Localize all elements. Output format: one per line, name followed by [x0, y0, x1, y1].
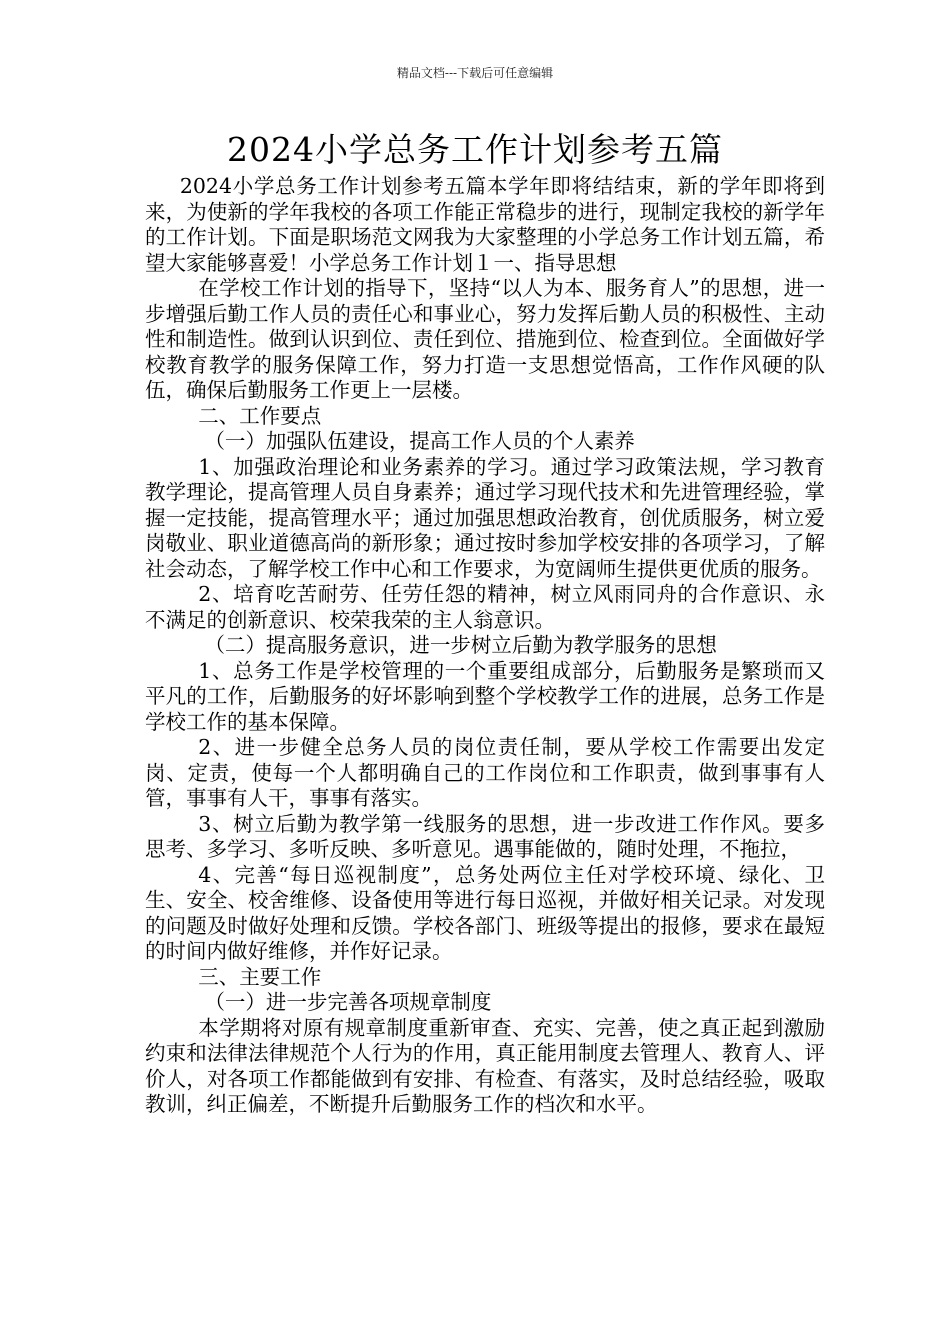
- subsection-heading-team-building: （一）加强队伍建设，提高工作人员的个人素养: [204, 429, 635, 453]
- subsection-heading-rules: （一）进一步完善各项规章制度: [204, 990, 492, 1014]
- paragraph-item: 2、培育吃苦耐劳、任劳任怨的精神，树立风雨同舟的合作意识、永不满足的创新意识、校荣我荣的主人翁意识。: [145, 582, 825, 632]
- paragraph-item: 1、总务工作是学校管理的一个重要组成部分，后勤服务是繁琐而又平凡的工作，后勤服务的好坏影响到整个学校教学工作的进展，总务工作是学校工作的基本保障。: [145, 658, 825, 734]
- document-body: [145, 174, 825, 1118]
- document-title: 2024小学总务工作计划参考五篇: [227, 130, 723, 169]
- paragraph-item: 1、加强政治理论和业务素养的学习。通过学习政策法规，学习教育教学理论，提高管理人员自身素养；通过学习现代技术和先进管理经验，掌握一定技能，提高管理水平；通过加强思想政治教育，创优质服务，树立爱岗敬业、职业道德高尚的新形象；通过按时参加学校安排的各项学习，了解社会动态，了解学校工作中心和工作要求，为宽阔师生提供更优质的服务。: [145, 454, 825, 581]
- paragraph-intro: 2024小学总务工作计划参考五篇本学年即将结结束，新的学年即将到来，为使新的学年我校的各项工作能正常稳步的进行，现制定我校的新学年的工作计划。下面是职场范文网我为大家整理的小学总务工作计划五篇，希望大家能够喜爱！小学总务工作计划１一、指导思想: [145, 174, 825, 275]
- section-heading-work-points: 二、工作要点: [198, 403, 322, 428]
- paragraph-item: 2、进一步健全总务人员的岗位责任制，要从学校工作需要出发定岗、定责，使每一个人都明确自己的工作岗位和工作职责，做到事事有人管，事事有人干，事事有落实。: [145, 735, 825, 810]
- header-note: 精品文档---下载后可任意编辑: [396, 66, 554, 80]
- subsection-heading-service-awareness: （二）提高服务意识，进一步树立后勤为教学服务的思想: [204, 633, 717, 657]
- paragraph-item: 本学期将对原有规章制度重新审查、充实、完善，使之真正起到激励约束和法律法律规范个人行为的作用，真正能用制度去管理人、教育人、评价人，对各项工作都能做到有安排、有检查、有落实，及时总结经验，吸取教训，纠正偏差，不断提升后勤服务工作的档次和水平。: [145, 1015, 825, 1116]
- paragraph-item: 4、完善“每日巡视制度”，总务处两位主任对学校环境、绿化、卫生、安全、校舍维修、设备使用等进行每日巡视，并做好相关记录。对发现的问题及时做好处理和反馈。学校各部门、班级等提出的报修，要求在最短的时间内做好维修，并作好记录。: [145, 862, 825, 963]
- paragraph-guiding-thought: 在学校工作计划的指导下，坚持“以人为本、服务育人”的思想，进一步增强后勤工作人员的责任心和事业心，努力发挥后勤人员的积极性、主动性和制造性。做到认识到位、责任到位、措施到位、检查到位。全面做好学校教育教学的服务保障工作，努力打造一支思想觉悟高，工作作风硬的队伍，确保后勤服务工作更上一层楼。: [145, 276, 825, 402]
- section-heading-main-work: 三、主要工作: [198, 964, 322, 989]
- paragraph-item: 3、树立后勤为教学第一线服务的思想，进一步改进工作作风。要多思考、多学习、多听反映、多听意见。遇事能做的，随时处理，不拖拉，: [145, 811, 825, 861]
